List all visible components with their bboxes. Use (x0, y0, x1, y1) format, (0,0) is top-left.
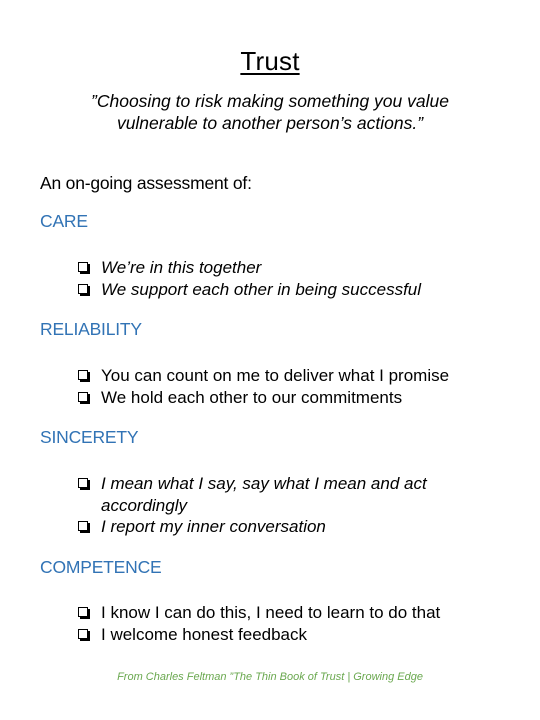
quote-line-1: ”Choosing to risk making something you value (91, 91, 449, 111)
list-item (76, 257, 516, 279)
section-heading-competence: COMPETENCE (40, 557, 162, 577)
list-item-text: We support each other in being successful (101, 279, 422, 299)
definition-quote (0, 90, 540, 134)
section-list-reliability (76, 365, 516, 408)
list-item-text: I know I can do this, I need to learn to do that (101, 603, 441, 622)
section-heading-sincerety: SINCERETY (40, 427, 139, 447)
list-item-text: I report my inner conversation (101, 517, 326, 536)
checkbox-icon (78, 607, 88, 617)
section-heading-care: CARE (40, 211, 88, 231)
list-item-text: We’re in this together (101, 258, 262, 277)
checkbox-icon (78, 370, 88, 380)
list-item (76, 365, 516, 387)
list-item (76, 387, 516, 409)
section-list-competence (76, 602, 516, 645)
list-item (76, 602, 516, 624)
checkbox-icon (78, 392, 88, 402)
section-heading-reliability: RELIABILITY (40, 319, 142, 339)
checkbox-icon (78, 284, 88, 294)
list-item-text: I mean what I say, say what I mean and act accordingly (101, 474, 427, 515)
list-item (76, 279, 516, 301)
checkbox-icon (78, 478, 88, 488)
section-list-sincerety (76, 473, 446, 538)
checkbox-icon (78, 521, 88, 531)
intro-text: An on-going assessment of: (40, 173, 252, 193)
checkbox-icon (78, 629, 88, 639)
list-item-text: I welcome honest feedback (101, 624, 308, 644)
section-list-care (76, 257, 516, 300)
checkbox-icon (78, 262, 88, 272)
source-footer: From Charles Feltman ”The Thin Book of Trust | Growing Edge (117, 671, 423, 683)
quote-line-2: vulnerable to another person’s actions.” (116, 113, 424, 133)
page-title: Trust (240, 46, 300, 76)
list-item-text: We hold each other to our commitments (101, 387, 403, 407)
list-item (76, 473, 446, 516)
list-item (76, 516, 446, 538)
list-item-text: You can count on me to deliver what I promise (101, 366, 450, 385)
list-item (76, 624, 516, 646)
